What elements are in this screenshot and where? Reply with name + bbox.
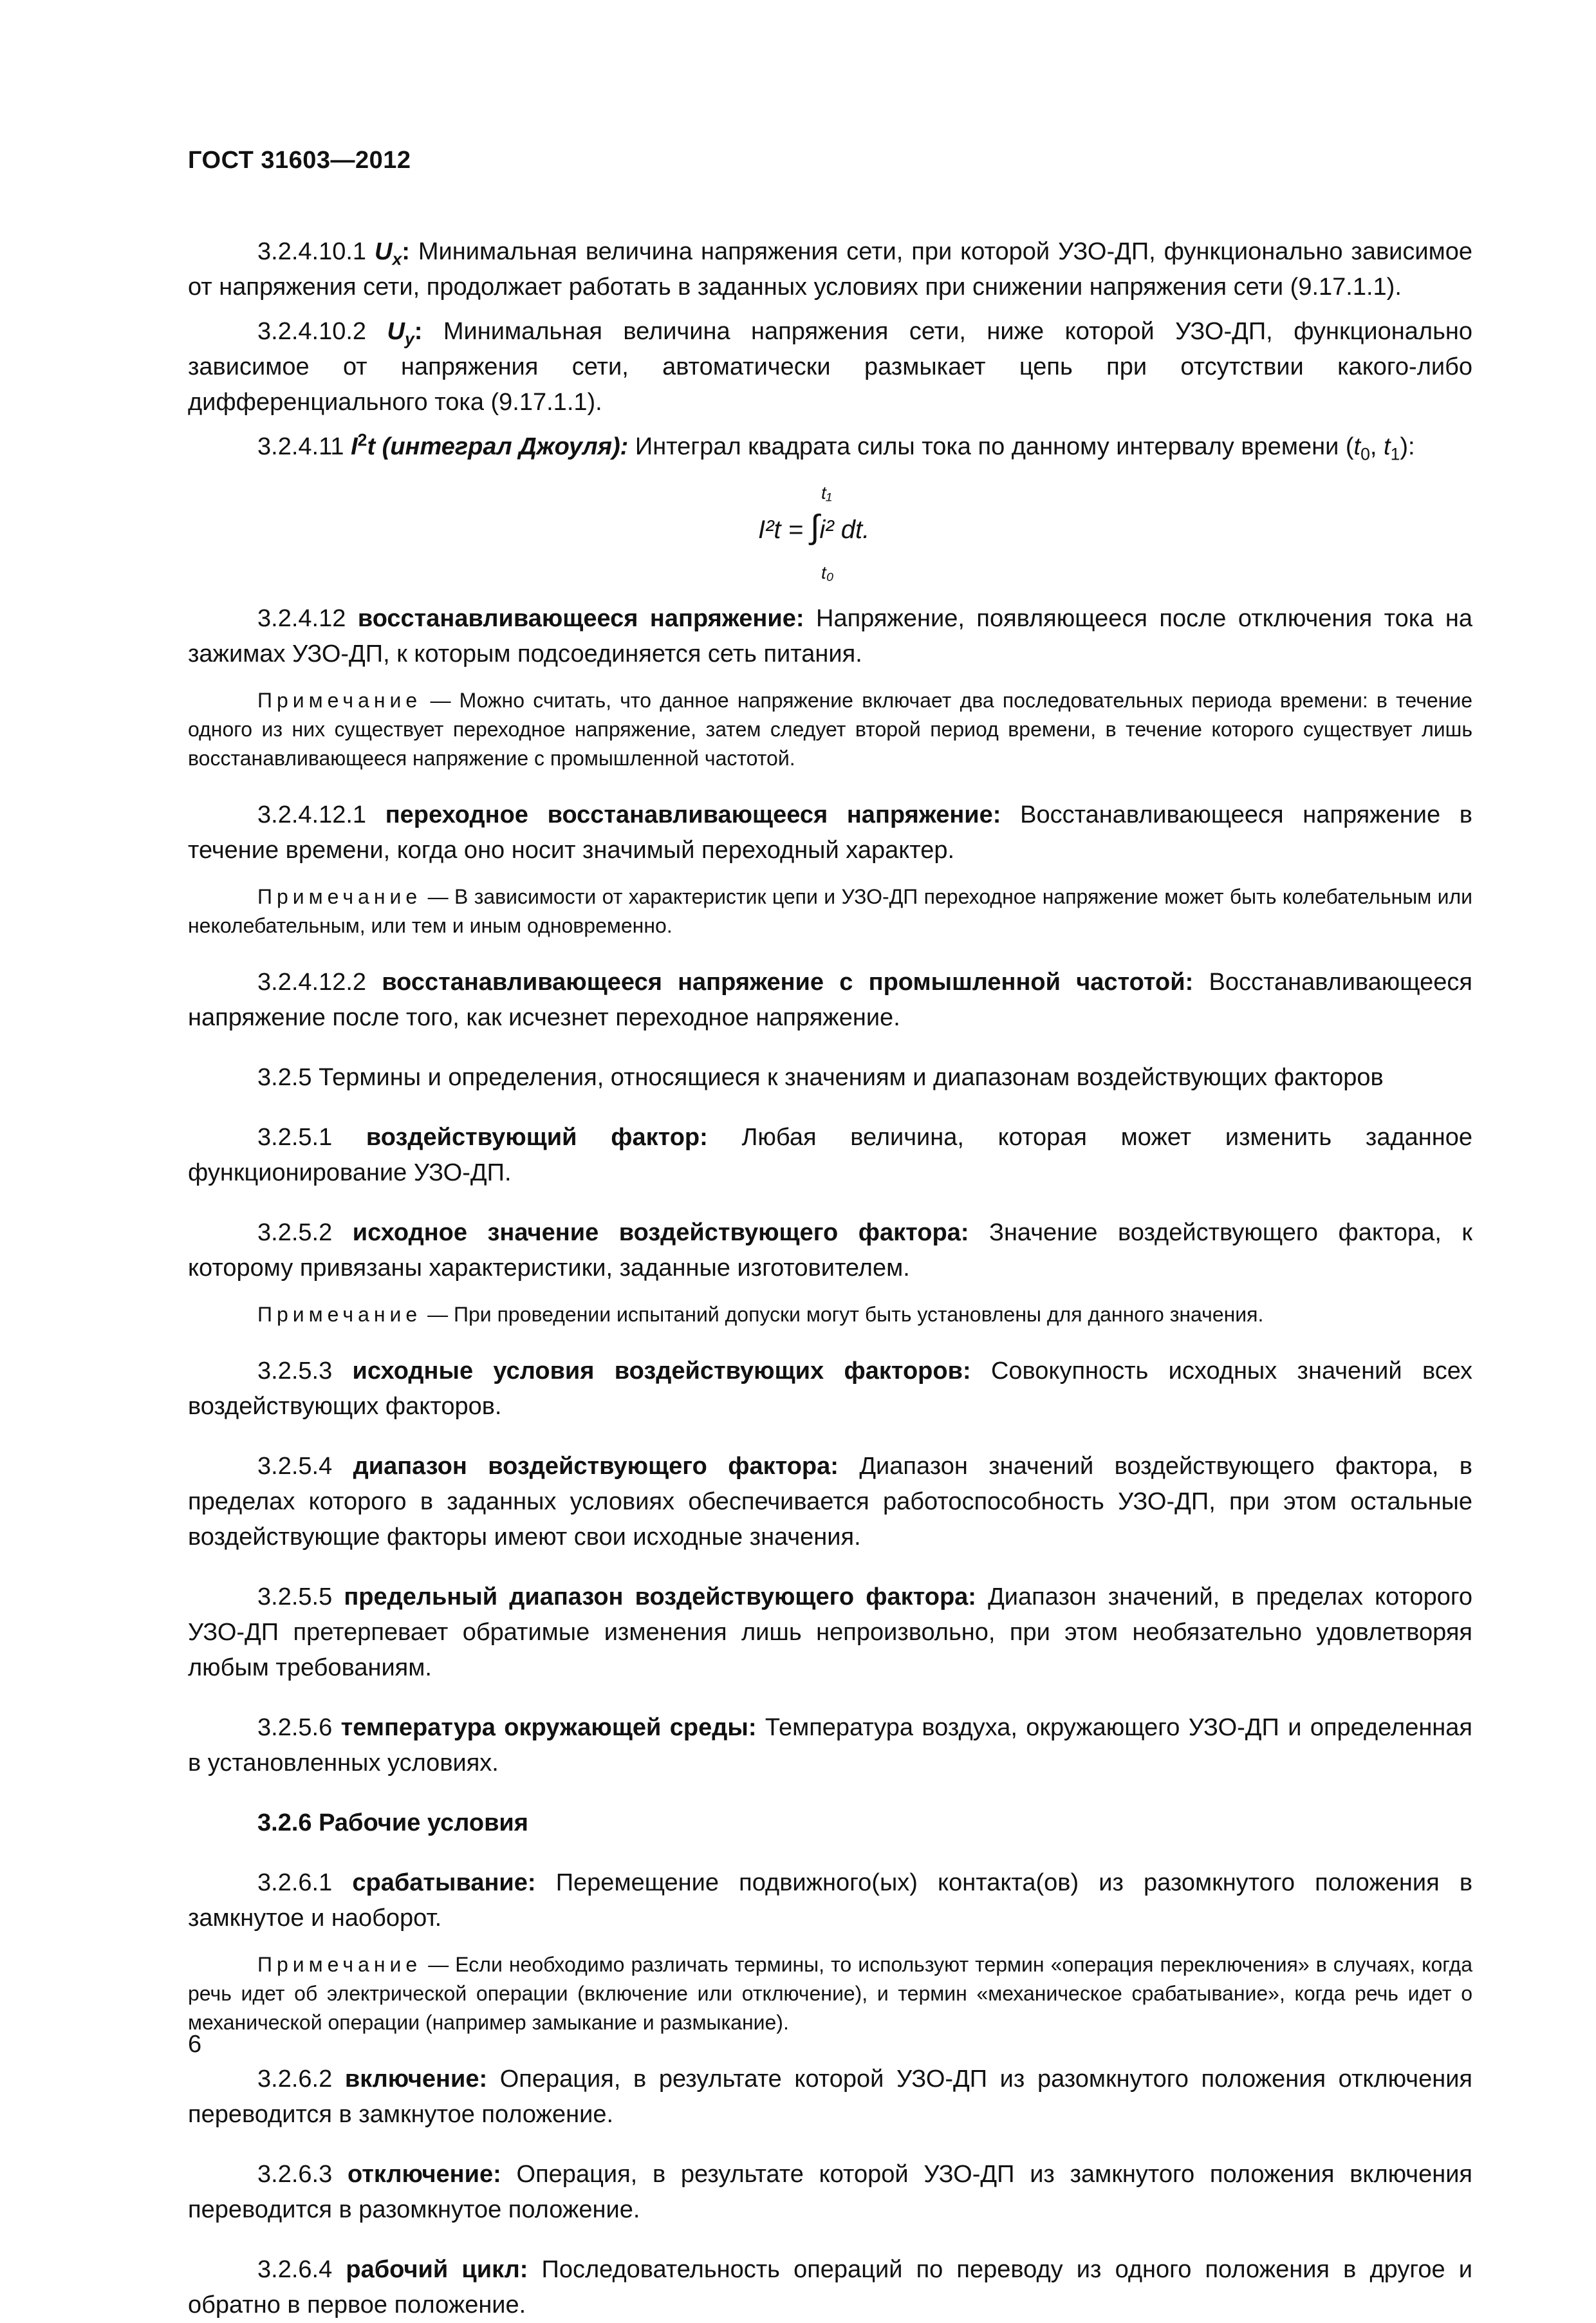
document-header: ГОСТ 31603—2012 (188, 147, 411, 174)
note-1: Примечание — Можно считать, что данное напряжение включает два последовательных периода времени: в течение одного из них существует переходное напряжение, затем следует второй период времени, в течение которого существует лишь восстанавливающееся напряжение с промышленной частотой. (188, 689, 1472, 770)
clause-3-2-5: 3.2.5 Термины и определения, относящиеся к значениям и диапазонам воздействующих факторов (257, 1064, 1384, 1091)
clause-3-2-6-2: 3.2.6.2 включение: Операция, в результате которой УЗО-ДП из разомкнутого положения отключения переводится в замкнутое положение. (188, 2066, 1472, 2128)
page-number: 6 (188, 2031, 202, 2058)
formula-upper-limit: t₁ (821, 483, 832, 503)
clause-3-2-5-3: 3.2.5.3 исходные условия воздействующих факторов: Совокупность исходных значений всех воздействующих факторов. (188, 1357, 1473, 1420)
document-body (188, 210, 1473, 2323)
clause-3-2-5-1: 3.2.5.1 воздействующий фактор: Любая величина, которая может изменить заданное функционирование УЗО-ДП. (188, 1124, 1472, 1186)
clause-3-2-5-2: 3.2.5.2 исходное значение воздействующего фактора: Значение воздействующего фактора, к которому привязаны характеристики, заданные изготовителем. (188, 1219, 1472, 1282)
note-4: Примечание — Если необходимо различать термины, то используют термин «операция переключения» в случаях, когда речь идет об электрической операции (включение или отключение), и термин «механическое срабатывание», когда речь идет о механической операции (например замыкание и размыкание). (188, 1953, 1472, 2034)
clause-3-2-6-4: 3.2.6.4 рабочий цикл: Последовательность операций по переводу из одного положения в другое и обратно в первое положение. (188, 2256, 1473, 2318)
clause-3-2-6-3: 3.2.6.3 отключение: Операция, в результате которой УЗО-ДП из замкнутого положения включения переводится в разомкнутое положение. (188, 2161, 1472, 2223)
clause-3-2-4-11: 3.2.4.11 $I^2t$ (интеграл Джоуля): Интеграл квадрата силы тока по данному интервалу времени ($t_0$, $t_1$): (257, 430, 1415, 464)
formula-lower-limit: t₀ (821, 563, 834, 583)
joule-integral-formula (257, 470, 1472, 592)
clause-3-2-4-12-2: 3.2.4.12.2 восстанавливающееся напряжение с промышленной частотой: Восстанавливающееся напряжение после того, как исчезнет переходное напряжение. (188, 969, 1472, 1031)
clause-3-2-4-12: 3.2.4.12 восстанавливающееся напряжение: Напряжение, появляющееся после отключения тока на зажимах УЗО-ДП, к которым подсоединяется сеть питания. (188, 605, 1472, 667)
clause-3-2-6-1: 3.2.6.1 срабатывание: Перемещение подвижного(ых) контакта(ов) из разомкнутого положения в замкнутое и наоборот. (188, 1869, 1473, 1932)
clause-3-2-4-12-1: 3.2.4.12.1 переходное восстанавливающееся напряжение: Восстанавливающееся напряжение в течение времени, когда оно носит значимый переходный характер. (188, 801, 1472, 864)
clause-3-2-4-10-2: 3.2.4.10.2 $U_y$: Минимальная величина напряжения сети, ниже которой УЗО-ДП, функционально зависимое от напряжения сети, автоматически размыкает цепь при отсутствии какого-либо дифференциального тока (9.17.1.1). (188, 318, 1472, 416)
note-3: Примечание — При проведении испытаний допуски могут быть установлены для данного значения. (257, 1303, 1264, 1326)
note-2: Примечание — В зависимости от характеристик цепи и УЗО-ДП переходное напряжение может быть колебательным или неколебательным, или тем и иным одновременно. (188, 885, 1472, 937)
formula-expression: I²t = ∫i² dt. (758, 508, 870, 546)
clause-3-2-5-6: 3.2.5.6 температура окружающей среды: Температура воздуха, окружающего УЗО-ДП и определенная в установленных условиях. (188, 1714, 1473, 1777)
section-3-2-6-heading: 3.2.6 Рабочие условия (257, 1809, 528, 1836)
clause-3-2-5-4: 3.2.5.4 диапазон воздействующего фактора: Диапазон значений воздействующего фактора, в пределах которого в заданных условиях обеспечивается работоспособность УЗО-ДП, при этом остальные воздействующие факторы имеют свои исходные значения. (188, 1453, 1472, 1551)
clause-3-2-4-10-1: 3.2.4.10.1 $U_x$: Минимальная величина напряжения сети, при которой УЗО-ДП, функционально зависимое от напряжения сети, продолжает работать в заданных условиях при снижении напряжения сети (9.17.1.1). (188, 238, 1473, 301)
clause-3-2-5-5: 3.2.5.5 предельный диапазон воздействующего фактора: Диапазон значений, в пределах которого УЗО-ДП претерпевает обратимые изменения лишь непроизвольно, при этом необязательно удовлетворяя любым требованиям. (188, 1583, 1473, 1681)
